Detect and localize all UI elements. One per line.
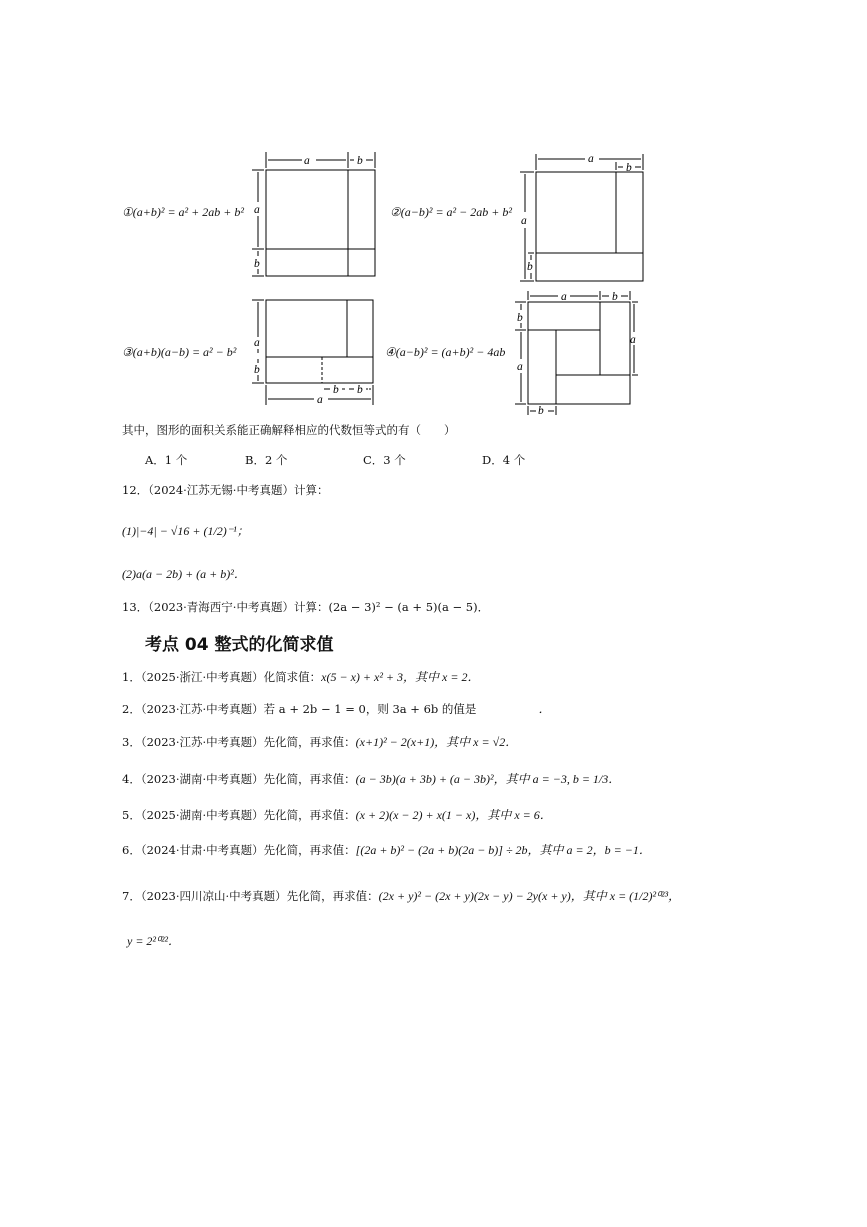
fig2-side-a: a	[521, 215, 527, 227]
fig4-left-a: a	[517, 361, 523, 373]
problem-number: 5．	[122, 808, 141, 822]
option-c: C．3 个	[363, 453, 406, 467]
fig4-left-b: b	[517, 312, 523, 324]
problem-source: （2023·江苏·中考真题）先化简，再求值：	[140, 735, 356, 749]
problem-expression: ．	[538, 702, 551, 716]
problem-2	[122, 700, 550, 717]
fig3-bottom-b2: b	[357, 384, 363, 396]
problem-1	[122, 668, 479, 685]
problem-7-continued	[127, 932, 180, 949]
problem-expression: (a − 3b)(a + 3b) + (a − 3b)²，其中 a = −3, b = 1/3．	[355, 772, 621, 786]
fig2-top-a: a	[588, 153, 594, 165]
fig1-top-a: a	[304, 155, 310, 167]
problem-source: （2023·四川凉山·中考真题）先化简，再求值：	[140, 889, 379, 903]
problem-source: （2025·湖南·中考真题）先化简，再求值：	[140, 808, 356, 822]
figure1-diagram	[250, 150, 385, 280]
question13-stem: 13．（2023·青海西宁·中考真题）计算：(2a − 3)² − (a + 5)(a − 5)．	[122, 600, 490, 614]
fig3-side-a: a	[254, 337, 260, 349]
fig1-side-a: a	[254, 204, 260, 216]
question12-part2: (2)a(a − 2b) + (a + b)²．	[122, 567, 246, 581]
problem-5	[122, 806, 552, 823]
question11-stem: 其中，图形的面积关系能正确解释相应的代数恒等式的有（ ）	[122, 423, 456, 437]
figure4-diagram	[512, 287, 647, 417]
problem-expression: y = 2²⁰²²．	[127, 934, 181, 948]
section-title: 考点 04 整式的化简求值	[145, 635, 334, 655]
problem-number: 3．	[122, 735, 141, 749]
problem-expression: [(2a + b)² − (2a + b)(2a − b)] ÷ 2b，其中 a = 2，b = −1．	[355, 843, 651, 857]
problem-6	[122, 841, 651, 858]
problem-expression: x(5 − x) + x² + 3，其中 x = 2．	[321, 670, 480, 684]
problem-7	[122, 887, 680, 904]
fig4-top-a: a	[561, 291, 567, 303]
problem-number: 1．	[122, 670, 141, 684]
problem-source: （2025·浙江·中考真题）化简求值：	[140, 670, 322, 684]
figure1-formula: ①(a+b)² = a² + 2ab + b²	[122, 205, 244, 219]
fig4-right-a: a	[630, 334, 636, 346]
figure2-diagram	[515, 150, 650, 285]
figure3-formula: ③(a+b)(a−b) = a² − b²	[122, 345, 237, 359]
problem-number: 4．	[122, 772, 141, 786]
problem-expression: (x + 2)(x − 2) + x(1 − x)，其中 x = 6．	[355, 808, 552, 822]
fig2-top-b: b	[626, 162, 632, 174]
problem-expression: (2x + y)² − (2x + y)(2x − y) − 2y(x + y)，其中 x = (1/2)²⁰²³，	[378, 889, 681, 903]
fig3-side-b: b	[254, 364, 260, 376]
option-d: D．4 个	[482, 453, 526, 467]
problem-number: 6．	[122, 843, 141, 857]
problem-3	[122, 733, 517, 750]
fig1-top-b: b	[357, 155, 363, 167]
problem-expression: (x+1)² − 2(x+1)，其中 x = √2．	[355, 735, 518, 749]
option-a: A．1 个	[145, 453, 188, 467]
problem-4	[122, 770, 620, 787]
question12-stem: 12．（2024·江苏无锡·中考真题）计算：	[122, 483, 329, 497]
problem-number: 2．	[122, 702, 141, 716]
option-b: B．2 个	[245, 453, 288, 467]
fig3-bottom-b1: b	[333, 384, 339, 396]
figure4-formula: ④(a−b)² = (a+b)² − 4ab	[385, 345, 506, 359]
figure2-formula: ②(a−b)² = a² − 2ab + b²	[390, 205, 512, 219]
figure3-diagram	[250, 293, 385, 408]
question12-part1: (1)|−4| − √16 + (1/2)⁻¹；	[122, 524, 249, 538]
problem-source: （2024·甘肃·中考真题）先化简，再求值：	[140, 843, 356, 857]
fig4-bottom-b: b	[538, 405, 544, 417]
fig2-side-b: b	[527, 261, 533, 273]
problem-number: 7．	[122, 889, 141, 903]
problem-source: （2023·江苏·中考真题）若 a + 2b − 1 = 0，则 3a + 6b 的值是	[140, 702, 477, 716]
fig3-bottom-a: a	[317, 394, 323, 406]
fig4-top-b: b	[612, 291, 618, 303]
problem-source: （2023·湖南·中考真题）先化简，再求值：	[140, 772, 356, 786]
fig1-side-b: b	[254, 258, 260, 270]
